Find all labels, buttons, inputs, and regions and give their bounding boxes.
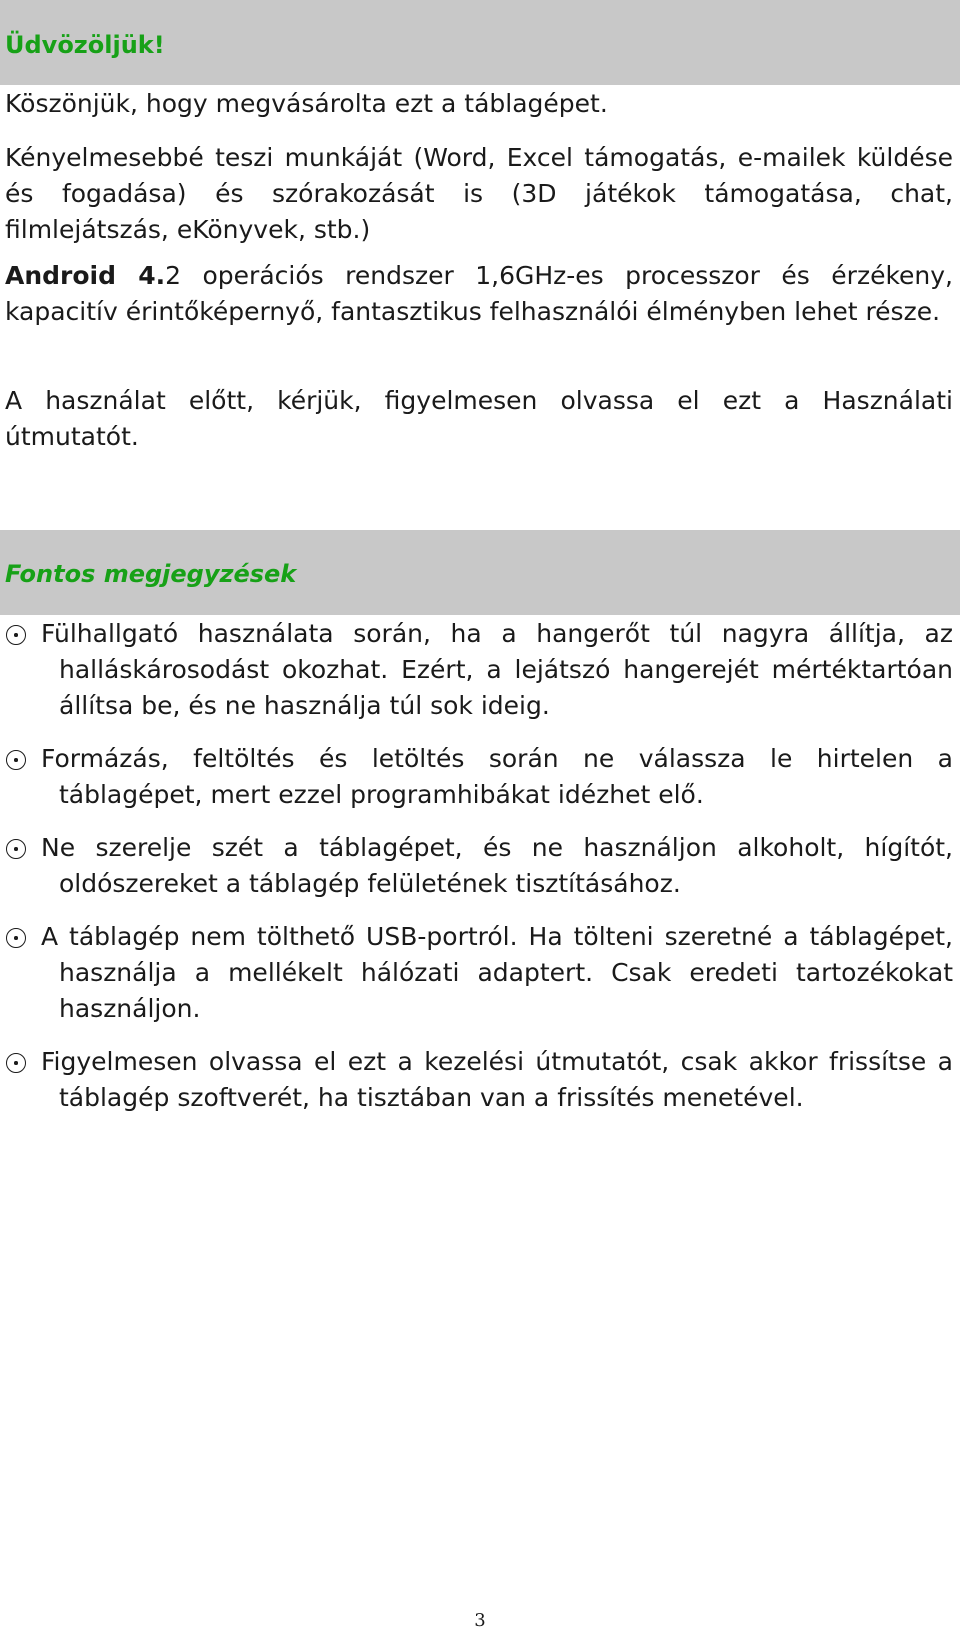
notes-heading: Fontos megjegyzések <box>5 560 297 588</box>
os-paragraph <box>5 258 953 330</box>
welcome-heading: Üdvözöljük! <box>5 31 165 59</box>
read-manual-paragraph: A használat előtt, kérjük, figyelmesen olvassa el ezt a Használati útmutatót. <box>5 386 953 451</box>
page-number: 3 <box>474 1610 486 1631</box>
features-paragraph: Kényelmesebbé teszi munkáját (Word, Excel támogatás, e-mailek küldése és fogadása) és szórakozását is (3D játékok támogatása, chat, filmlejátszás, eKönyvek, stb.) <box>5 143 953 244</box>
thanks-paragraph: Köszönjük, hogy megvásárolta ezt a táblagépet. <box>5 89 608 118</box>
os-description: 2 operációs rendszer 1,6GHz-es processzor és érzékeny, kapacitív érintőképernyő, fantasztikus felhasználói élményben lehet része. <box>5 261 953 326</box>
note-item <box>5 741 953 813</box>
welcome-header-bar <box>0 0 960 85</box>
note-text: A táblagép nem tölthető USB-portról. Ha tölteni szeretné a táblagépet, használja a mellékelt hálózati adaptert. Csak eredeti tartozékokat használjon. <box>41 922 953 1023</box>
os-name: Android 4. <box>5 261 166 290</box>
note-text: Formázás, feltöltés és letöltés során ne válassza le hirtelen a táblagépet, mert ezzel programhibákat idézhet elő. <box>41 744 953 809</box>
note-item <box>5 919 953 1027</box>
note-text: Fülhallgató használata során, ha a hangerőt túl nagyra állítja, az halláskárosodást okozhat. Ezért, a lejátszó hangerejét mértéktartóan állítsa be, és ne használja túl sok ideig. <box>41 619 953 720</box>
note-item <box>5 830 953 902</box>
note-text: Ne szerelje szét a táblagépet, és ne használjon alkoholt, hígítót, oldószereket a táblagép felületének tisztításához. <box>41 833 953 898</box>
note-item <box>5 616 953 724</box>
note-item <box>5 1044 953 1116</box>
note-text: Figyelmesen olvassa el ezt a kezelési útmutatót, csak akkor frissítse a táblagép szoftverét, ha tisztában van a frissítés menetével. <box>41 1047 953 1112</box>
notes-header-bar <box>0 530 960 615</box>
